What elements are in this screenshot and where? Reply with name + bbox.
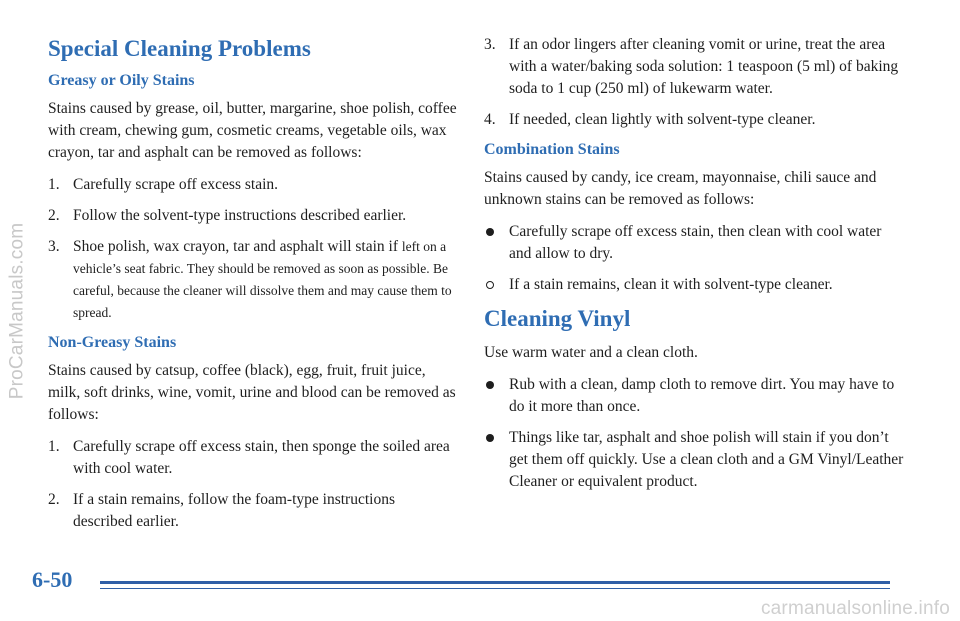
list-item (484, 109, 904, 131)
non-greasy-steps-continued (484, 34, 904, 131)
bullet-text: Things like tar, asphalt and shoe polish will stain if you don’t get them off quickly. Use a clean cloth and a GM Vinyl/Leather Cleaner or equivalent product. (509, 429, 904, 490)
list-item (484, 34, 904, 100)
vinyl-intro: Use warm water and a clean cloth. (484, 344, 698, 361)
heading-greasy-stains: Greasy or Oily Stains (48, 72, 195, 89)
step-text: Follow the solvent-type instructions described earlier. (73, 207, 407, 224)
greasy-intro: Stains caused by grease, oil, butter, margarine, shoe polish, coffee with cream, chewing gum, cosmetic creams, vegetable oils, wax crayon, tar and asphalt can be removed as follows: (48, 100, 457, 161)
step-number: 4. (484, 111, 496, 128)
step-number: 2. (48, 491, 60, 508)
step-number: 2. (48, 207, 60, 224)
bullet-icon (486, 281, 494, 289)
heading-non-greasy-stains: Non-Greasy Stains (48, 334, 177, 351)
list-item (48, 236, 458, 324)
list-item (48, 436, 458, 480)
combination-bullets (484, 221, 904, 296)
list-item (48, 205, 458, 227)
step-text: Carefully scrape off excess stain. (73, 176, 279, 193)
step-text: If an odor lingers after cleaning vomit or urine, treat the area with a water/baking soda solution: 1 teaspoon (5 ml) of baking soda to 1 cup (250 ml) of lukewarm water. (509, 36, 899, 97)
bottom-watermark: carmanualsonline.info (760, 598, 950, 619)
step-number: 3. (484, 36, 496, 53)
bullet-text: Rub with a clean, damp cloth to remove dirt. You may have to do it more than once. (509, 376, 895, 415)
combination-intro: Stains caused by candy, ice cream, mayonnaise, chili sauce and unknown stains can be removed as follows: (484, 169, 877, 208)
list-item (48, 489, 458, 533)
non-greasy-steps-list (48, 436, 458, 533)
section-title-cleaning-vinyl: Cleaning Vinyl (484, 306, 631, 331)
footer-rule-thick (100, 581, 890, 584)
list-item (484, 221, 904, 265)
list-item (484, 427, 904, 493)
bullet-text: If a stain remains, clean it with solvent-type cleaner. (509, 276, 833, 293)
step-text: If needed, clean lightly with solvent-type cleaner. (509, 111, 816, 128)
step-text-continued: left on a vehicle’s seat fabric. They should be removed as soon as possible. Be careful, because the cleaner will dissolve them and may cause them to spread. (73, 239, 452, 320)
list-item (484, 374, 904, 418)
vinyl-bullets (484, 374, 904, 493)
step-text: If a stain remains, follow the foam-type instructions described earlier. (73, 491, 395, 530)
step-number: 3. (48, 238, 60, 255)
left-column (48, 28, 458, 543)
step-text: Shoe polish, wax crayon, tar and asphalt will stain if (73, 238, 399, 255)
page-number: 6-50 (32, 567, 73, 592)
bullet-icon (486, 434, 494, 442)
bullet-icon (486, 381, 494, 389)
bullet-text: Carefully scrape off excess stain, then clean with cool water and allow to dry. (509, 223, 882, 262)
side-watermark-text: ProCarManuals.com (6, 222, 28, 399)
list-item (48, 174, 458, 196)
step-number: 1. (48, 176, 60, 193)
bullet-icon (486, 228, 494, 236)
step-text: Carefully scrape off excess stain, then sponge the soiled area with cool water. (73, 438, 450, 477)
greasy-steps-list (48, 174, 458, 324)
heading-combination-stains: Combination Stains (484, 141, 620, 158)
step-number: 1. (48, 438, 60, 455)
footer-rule-thin (100, 588, 890, 589)
side-watermark (2, 0, 32, 621)
right-column (484, 28, 904, 503)
section-title-special-cleaning: Special Cleaning Problems (48, 36, 311, 61)
non-greasy-intro: Stains caused by catsup, coffee (black), egg, fruit, fruit juice, milk, soft drinks, wine, vomit, urine and blood can be removed as follows: (48, 362, 456, 423)
list-item (484, 274, 904, 296)
